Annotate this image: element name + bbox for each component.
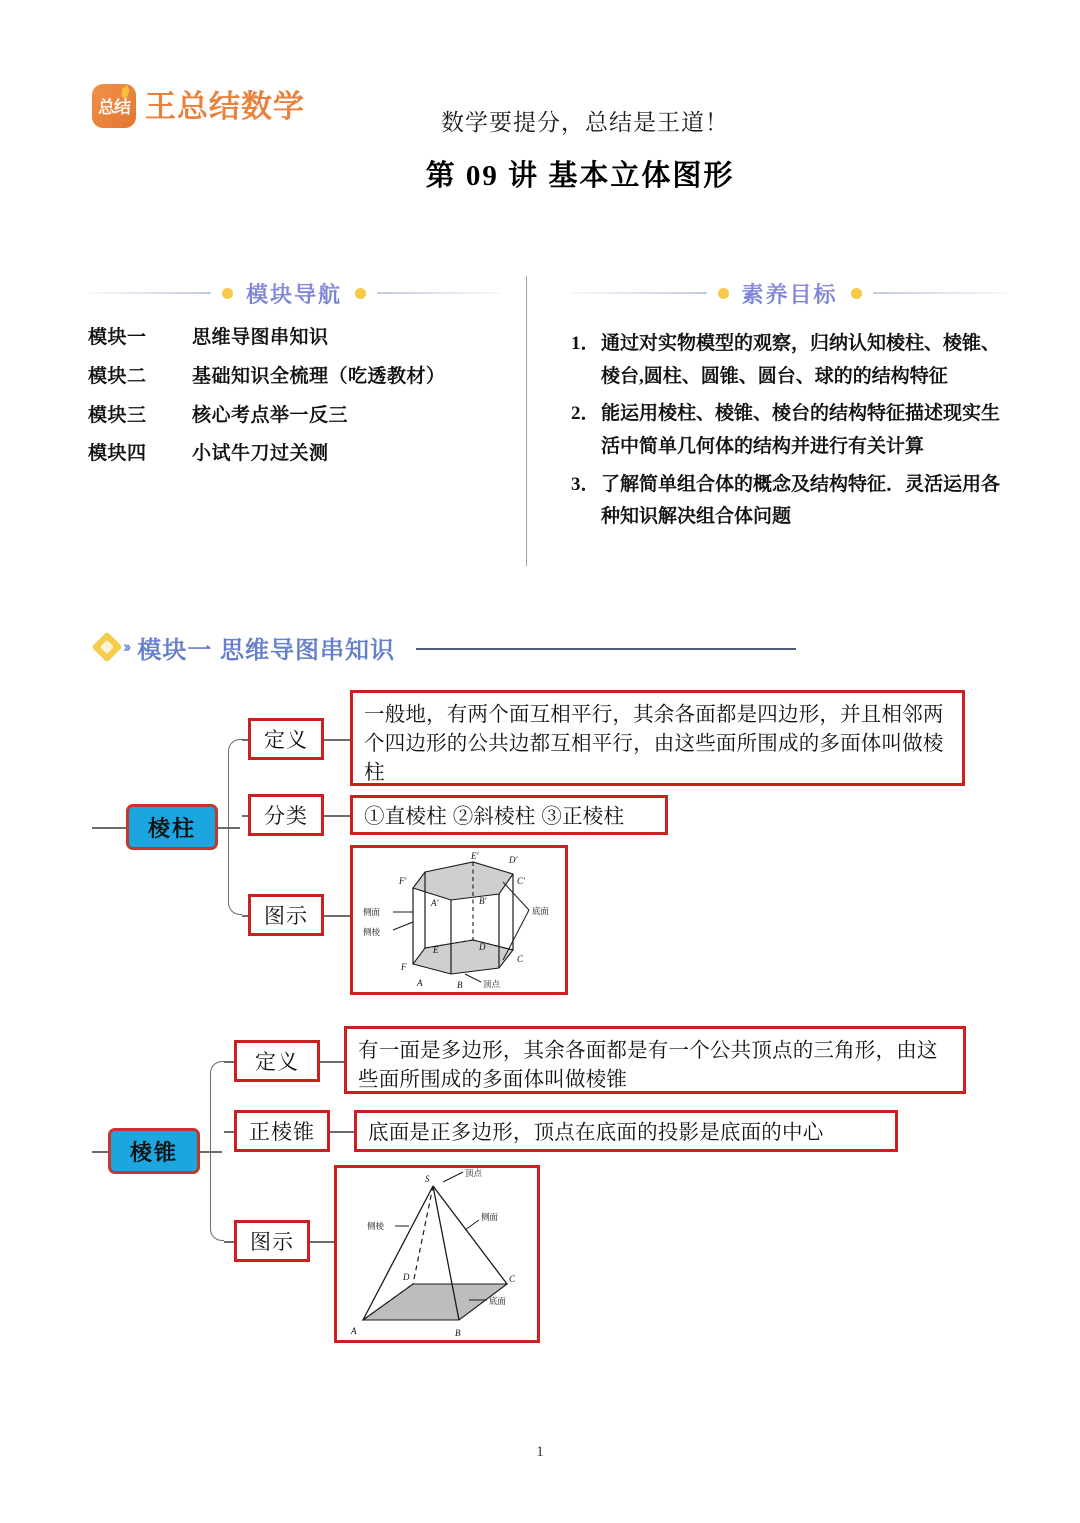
module-index: 模块二 [88,365,147,387]
list-item [88,365,500,389]
objectives-header [571,276,1008,310]
hexagonal-prism-figure [350,845,568,995]
branch-brace [228,739,242,915]
list-item [88,326,500,350]
module-navigation-title: 模块导航 [244,278,344,309]
rule-left [571,292,707,294]
slogan-text: 数学要提分，总结是王道！ [441,110,729,135]
svg-text:D: D [403,1272,410,1282]
quadrilateral-pyramid-figure [334,1165,540,1343]
mindmap-root-pyramid[interactable]: 棱锥 [108,1128,200,1174]
module-navigation-header [88,276,500,310]
mindmap-value-prism-definition: 一般地，有两个面互相平行，其余各面都是四边形，并且相邻两个四边形的公共边都互相平行，由这些面所围成的多面体叫做棱柱 [350,690,965,786]
bullet-dot-icon [718,288,729,299]
quadrilateral-pyramid-svg [337,1168,537,1340]
module-navigation-panel [88,276,526,566]
logo-mark-text: 总结 [98,98,130,117]
connector-line [324,739,352,741]
mindmap-key-pyramid-definition[interactable]: 定义 [234,1040,320,1082]
flame-icon [119,84,133,99]
mindmap-key-pyramid-figure[interactable]: 图示 [234,1220,310,1262]
page-header [0,0,1080,215]
module-label: 思维导图串知识 [192,327,329,348]
svg-text:B: B [455,1328,461,1338]
objective-number: 1． [571,333,600,354]
svg-text:A: A [417,978,423,988]
module-index: 模块三 [88,404,147,426]
module-index: 模块四 [88,443,147,465]
mindmap-key-prism-figure[interactable]: 图示 [248,894,324,936]
objective-text: 了解简单组合体的概念及结构特征．灵活运用各种知识解决组合体问题 [601,473,1001,528]
svg-text:F′: F′ [399,876,407,886]
connector-line [324,915,352,917]
module-label: 核心考点举一反三 [192,404,349,426]
list-item [571,398,1008,463]
connector-line [330,1131,356,1133]
svg-text:C: C [517,954,524,964]
mindmap-key-pyramid-regular[interactable]: 正棱锥 [234,1110,330,1152]
svg-text:D: D [479,942,486,952]
diamond-icon [96,636,118,658]
svg-text:F: F [401,962,407,972]
svg-text:A′: A′ [431,898,439,908]
svg-text:侧棱: 侧棱 [363,927,381,937]
list-item [571,469,1008,534]
module-label: 基础知识全梳理（吃透教材） [192,365,446,387]
section-header [96,626,796,668]
list-item [88,404,500,428]
mindmap [0,676,1080,1366]
bullet-dot-icon [355,288,366,299]
rule-left [88,292,211,294]
mindmap-key-prism-classification[interactable]: 分类 [248,794,324,836]
objective-number: 3． [571,473,600,495]
svg-text:侧棱: 侧棱 [367,1221,385,1231]
module-list [88,326,500,466]
section-title: 模块一 思维导图串知识 [137,630,395,665]
connector-line [324,815,352,817]
mindmap-value-prism-classification: ①直棱柱 ②斜棱柱 ③正棱柱 [350,795,668,835]
brand-name: 王总结数学 [145,88,305,124]
svg-text:侧面: 侧面 [481,1212,499,1222]
branch-brace [210,1061,224,1241]
svg-text:E′: E′ [471,851,479,861]
page-number: 1 [536,1444,544,1460]
svg-text:D′: D′ [509,855,518,865]
svg-text:C: C [509,1274,516,1284]
page-title: 第 09 讲 基本立体图形 [425,160,735,192]
objective-text: 能运用棱柱、棱锥、棱台的结构特征描述现实生活中简单几何体的结构并进行有关计算 [601,403,1001,458]
list-item [571,328,1008,393]
objective-text: 通过对实物模型的观察，归纳认知棱柱、棱锥、棱台,圆柱、圆锥、圆台、球的的结构特征 [601,333,1001,387]
objective-list [571,328,1008,534]
connector-line [92,1151,108,1153]
svg-text:E: E [433,945,439,955]
mindmap-value-pyramid-definition: 有一面是多边形，其余各面都是有一个公共顶点的三角形，由这些面所围成的多面体叫做棱锥 [344,1026,966,1094]
mindmap-key-prism-definition[interactable]: 定义 [248,718,324,760]
list-item [88,442,500,466]
bullet-dot-icon [851,288,862,299]
hexagonal-prism-svg [353,848,565,992]
mindmap-value-pyramid-regular: 底面是正多边形，顶点在底面的投影是底面的中心 [354,1110,898,1152]
bullet-dot-icon [222,288,233,299]
rule-right [873,292,1009,294]
svg-text:底面: 底面 [489,1296,507,1306]
objectives-panel [526,276,1008,566]
svg-text:B′: B′ [479,896,487,906]
svg-text:S: S [425,1174,430,1184]
svg-text:侧面: 侧面 [363,907,381,917]
svg-text:顶点: 顶点 [465,1168,483,1178]
svg-text:A: A [351,1326,357,1336]
mindmap-root-prism[interactable]: 棱柱 [126,804,218,850]
connector-line [320,1061,346,1063]
double-chevron-right-icon: ›› [123,637,129,656]
svg-text:C′: C′ [517,876,525,886]
connector-line [310,1241,336,1243]
objective-number: 2． [571,403,600,425]
rule-right [377,292,500,294]
objectives-title: 素养目标 [740,278,840,309]
section-divider [416,648,796,650]
svg-text:顶点: 顶点 [483,979,501,989]
svg-text:B: B [457,980,463,990]
module-index: 模块一 [88,327,147,348]
connector-line [92,827,126,829]
svg-text:底面: 底面 [532,906,550,916]
module-label: 小试牛刀过关测 [192,443,329,465]
overview-panels [88,276,1008,566]
